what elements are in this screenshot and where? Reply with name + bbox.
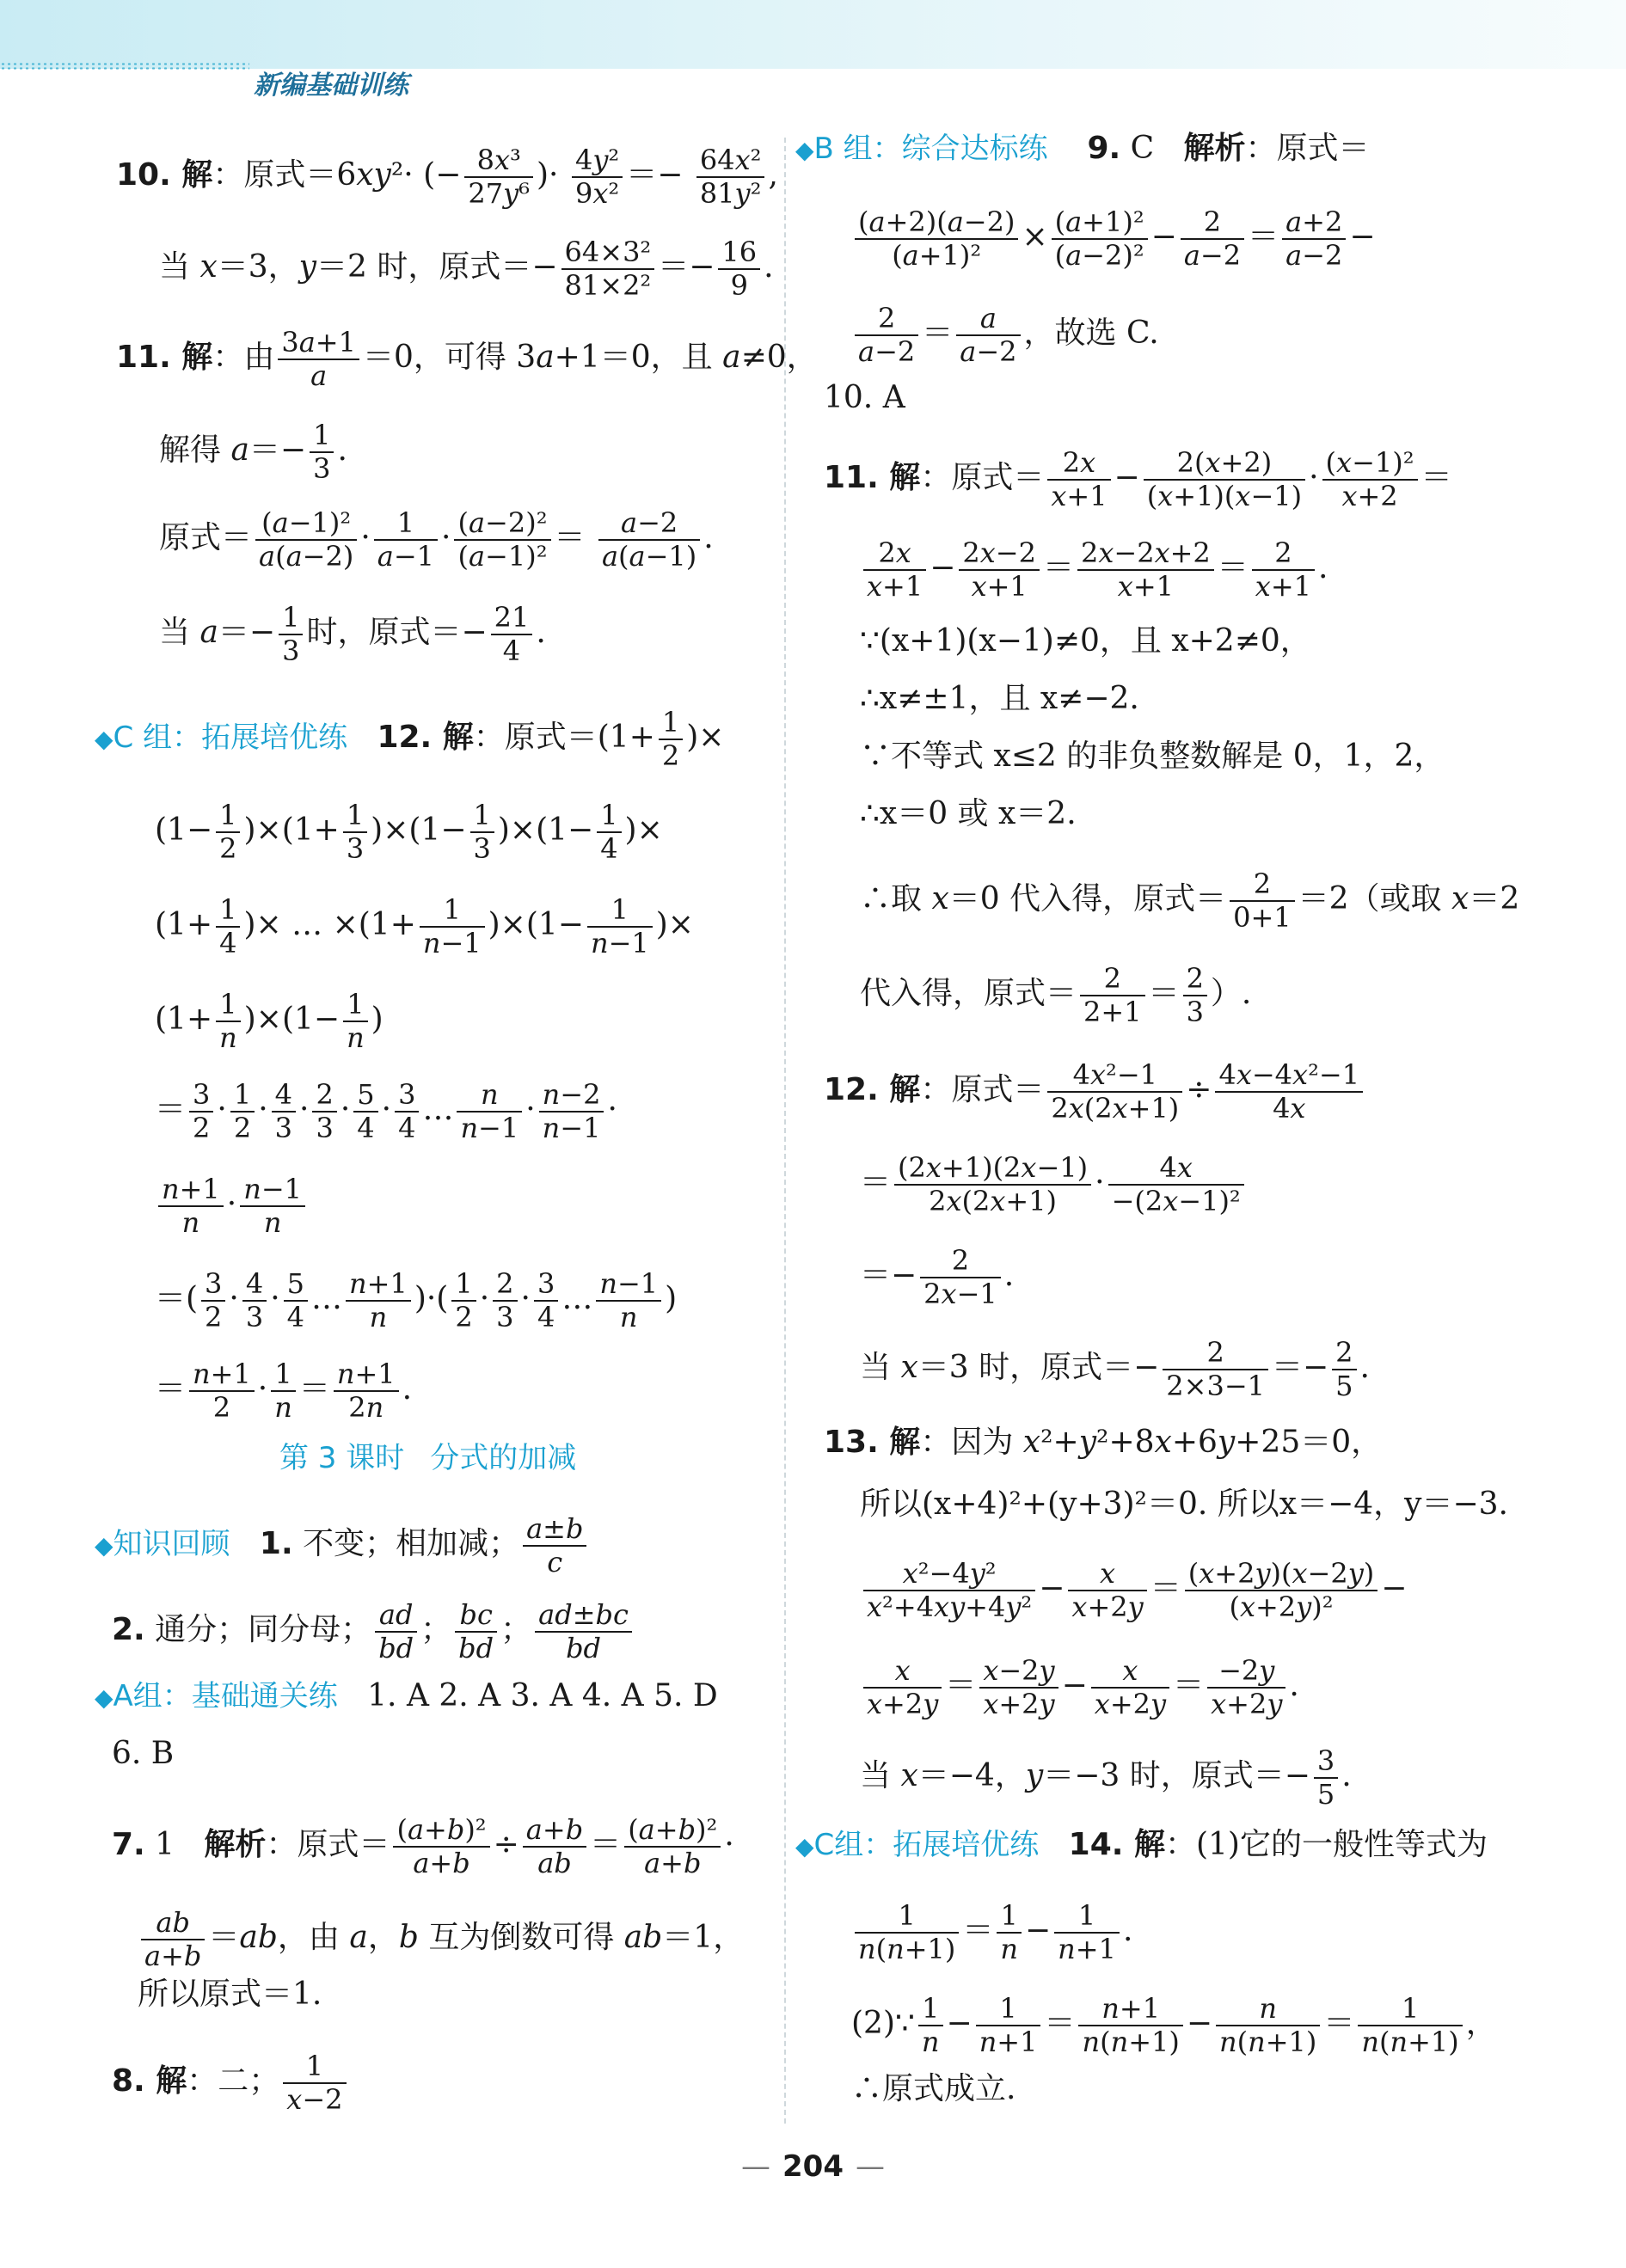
right-b11-line2: $\frac{2x}{x+1}$ − $\frac{2x-2}{x+1}$ ＝ $\frac{2x-2x+2}{x+1}$ ＝ $\frac{2}{x+1}$ . <box>860 537 1328 603</box>
right-b12-line4: 当 x＝3 时，原式＝− $\frac{2}{2\times 3-1}$ ＝− $\frac{2}{5}$ . <box>860 1336 1370 1402</box>
right-c14-line2: $\frac{1}{n(n+1)}$ ＝ $\frac{1}{n}$ − $\frac{1}{n+1}$ . <box>851 1900 1132 1965</box>
left-p12-line5: ＝ $\frac{3}{2}$ · $\frac{1}{2}$ · $\frac{4}{3}$ · $\frac{2}{3}$ · $\frac{5}{4}$ · $\frac{3}{4}$ … $\frac{n}{n-1}$ · $\frac{n-2}{n-1}$ · <box>155 1078 617 1144</box>
c-group-heading: ◆C 组：拓展培优练 <box>95 720 348 755</box>
left-a8: 8. 解：二； $\frac{1}{x-2}$ <box>112 2050 350 2116</box>
left-p12-line2: (1− $\frac{1}{2}$ )×(1+ $\frac{1}{3}$ )×(1− $\frac{1}{3}$ )×(1− $\frac{1}{4}$ )× <box>155 799 663 865</box>
right-b11-line1: 11. 解：原式＝ $\frac{2x}{x+1}$ − $\frac{2(x+2)}{(x+1)(x-1)}$ · $\frac{\text{(x−1)²}}{x+2}$ ＝ <box>824 446 1452 512</box>
right-b11-line6: ∴x＝0 或 x＝2. <box>860 796 1077 831</box>
right-b12-line1: 12. 解：原式＝ $\frac{\text{4x²−1}}{2x(2x+1)}$ ÷ $\frac{\text{4x−4x²−1}}{4x}$ <box>824 1059 1366 1125</box>
a-group-heading: ◆A组：基础通关练 <box>95 1679 338 1713</box>
right-c14-line1: ◆C组：拓展培优练 14. 解：(1)它的一般性等式为 <box>795 1827 1488 1862</box>
right-b13-line4: $\frac{x}{x+2y}$ ＝ $\frac{x-2y}{x+2y}$ − $\frac{x}{x+2y}$ ＝ $\frac{-2y}{x+2y}$ . <box>860 1655 1299 1720</box>
left-p12-line3: (1+ $\frac{1}{4}$ )× … ×(1+ $\frac{1}{n-1}$ )×(1− $\frac{1}{n-1}$ )× <box>155 893 694 959</box>
left-p12-line4: (1+ $\frac{1}{n}$ )×(1− $\frac{1}{n}$ ) <box>155 988 383 1054</box>
right-b13-line3: $\frac{\text{x²−4y²}}{\text{x²+4xy+4y²}}$ − $\frac{x}{x+2y}$ ＝ $\frac{(x+2y)(x-2y)}{\text{(x+2y)²}}$ − <box>860 1558 1407 1623</box>
left-p10-line2: 当 x＝3，y＝2 时，原式＝− $\frac{\text{64×3²}}{\text{81×2²}}$ ＝− $\frac{16}{9}$ . <box>159 236 774 302</box>
right-b11-line4: ∴x≠±1，且 x≠−2. <box>860 681 1139 716</box>
header-title: 新编基础训练 <box>254 70 408 101</box>
column-divider <box>784 138 786 2124</box>
right-b11-line5: ∵不等式 x≤2 的非负整数解是 0，1，2， <box>860 739 1445 774</box>
right-b13-line5: 当 x＝−4，y＝−3 时，原式＝− $\frac{3}{5}$ . <box>860 1744 1352 1811</box>
header-band <box>0 0 1626 69</box>
b-group-heading: ◆B 组：综合达标练 <box>795 132 1048 166</box>
page-number: — 204 — <box>0 2149 1626 2184</box>
lesson-title: 第 3 课时 分式的加减 <box>279 1441 577 1475</box>
header-dots <box>0 62 249 70</box>
left-a-group-line: ◆A组：基础通关练 1. A 2. A 3. A 4. A 5. D <box>95 1678 718 1713</box>
left-p12-line6: $\frac{n+1}{n}$ · $\frac{n-1}{n}$ <box>155 1174 309 1239</box>
knowledge-heading: ◆知识回顾 <box>95 1526 230 1561</box>
c-group2-heading: ◆C组：拓展培优练 <box>795 1828 1040 1862</box>
left-p11-line2: 解得 a＝− $\frac{1}{3}$ . <box>159 419 347 485</box>
left-a7-line2: $\frac{ab}{a+b}$ ＝ab，由 a，b 互为倒数可得 ab＝1， <box>138 1907 744 1972</box>
left-p10-line1: 10. 解：原式＝6xy²· (− $\frac{\text{8x³}}{\text{27y⁶}}$ )· $\frac{\text{4y²}}{\text{9x²}}$ ＝− $\frac{\text{64x²}}{\text{81y²}}$ , <box>116 144 778 210</box>
right-b10: 10. A <box>824 380 905 415</box>
right-c14-line4: ∴原式成立. <box>851 2071 1016 2106</box>
right-b11-line8: 代入得，原式＝ $\frac{2}{2+1}$ ＝ $\frac{2}{3}$ ）. <box>860 962 1252 1028</box>
right-b9-line2: $\frac{2}{a-2}$ ＝ $\frac{a}{a-2}$ ，故选 C. <box>851 303 1159 368</box>
left-knowledge-line1: ◆知识回顾 1. 不变；相加减； $\frac{a\pm b}{c}$ <box>95 1513 590 1578</box>
left-a7-line3: 所以原式＝1. <box>138 1977 322 2012</box>
right-b12-line3: ＝− $\frac{2}{2x-1}$ . <box>860 1244 1015 1310</box>
left-p11-line1: 11. 解：由 $\frac{3a+1}{a}$ ＝0，可得 3a+1＝0，且 a≠0， <box>116 326 818 392</box>
right-c14-line3: (2)∵ $\frac{1}{n}$ − $\frac{1}{n+1}$ ＝ $\frac{n+1}{n(n+1)}$ − $\frac{n}{n(n+1)}$ ＝ $\frac{1}{n(n+1)}$ ， <box>851 1992 1497 2058</box>
right-b9-head: ◆B 组：综合达标练 9. C 解析：原式＝ <box>795 131 1370 166</box>
right-b9-line1: $\frac{(a+2)(a-2)}{\text{(a+1)²}}$ × $\frac{\text{(a+1)²}}{\text{(a−2)²}}$ − $\frac{2}{a-2}$ ＝ $\frac{a+2}{a-2}$ − <box>851 206 1376 272</box>
left-knowledge-line2: 2. 通分；同分母； $\frac{ad}{bd}$ ； $\frac{bc}{bd}$ ； $\frac{ad\pm bc}{bd}$ <box>112 1599 635 1664</box>
left-p12-line8: ＝ $\frac{n+1}{2}$ · $\frac{1}{n}$ ＝ $\frac{n+1}{2n}$ . <box>155 1358 413 1424</box>
right-b13-line2: 所以(x+4)²+(y+3)²＝0. 所以x＝−4，y＝−3. <box>860 1486 1508 1522</box>
right-b12-line2: ＝ $\frac{(2x+1)(2x-1)}{2x(2x+1)}$ · $\frac{4x}{\text{−(2x−1)²}}$ <box>860 1152 1248 1217</box>
left-p11-line3: 原式＝ $\frac{\text{(a−1)²}}{a(a-2)}$ · $\frac{1}{a-1}$ · $\frac{\text{(a−2)²}}{\text{(a−1)²}}$ ＝ $\frac{a-2}{a(a-1)}$ . <box>159 506 714 573</box>
right-b13-line1: 13. 解：因为 x²+y²+8x+6y+25＝0， <box>824 1425 1383 1460</box>
left-a6: 6. B <box>112 1736 175 1771</box>
right-b11-line7: ∴取 x＝0 代入得，原式＝ $\frac{2}{0+1}$ ＝2（或取 x＝2 <box>860 867 1520 934</box>
left-p12-line7: ＝( $\frac{3}{2}$ · $\frac{4}{3}$ · $\frac{5}{4}$ … $\frac{n+1}{n}$ )·( $\frac{1}{2}$ · $\frac{2}{3}$ · $\frac{3}{4}$ … $\frac{n-1}{n}$ ) <box>155 1267 678 1333</box>
right-b11-line3: ∵(x+1)(x−1)≠0，且 x+2≠0， <box>860 623 1311 659</box>
left-c-group-line: ◆C 组：拓展培优练 12. 解：原式＝(1+ $\frac{1}{2}$ )× <box>95 706 725 772</box>
left-p11-line4: 当 a＝− $\frac{1}{3}$ 时，原式＝− $\frac{21}{4}$ . <box>159 601 546 667</box>
left-a7-line1: 7. 1 解析：原式＝ $\frac{\text{(a+b)²}}{a+b}$ ÷ $\frac{a+b}{ab}$ ＝ $\frac{\text{(a+b)²}}{a+b}$ · <box>112 1813 734 1879</box>
